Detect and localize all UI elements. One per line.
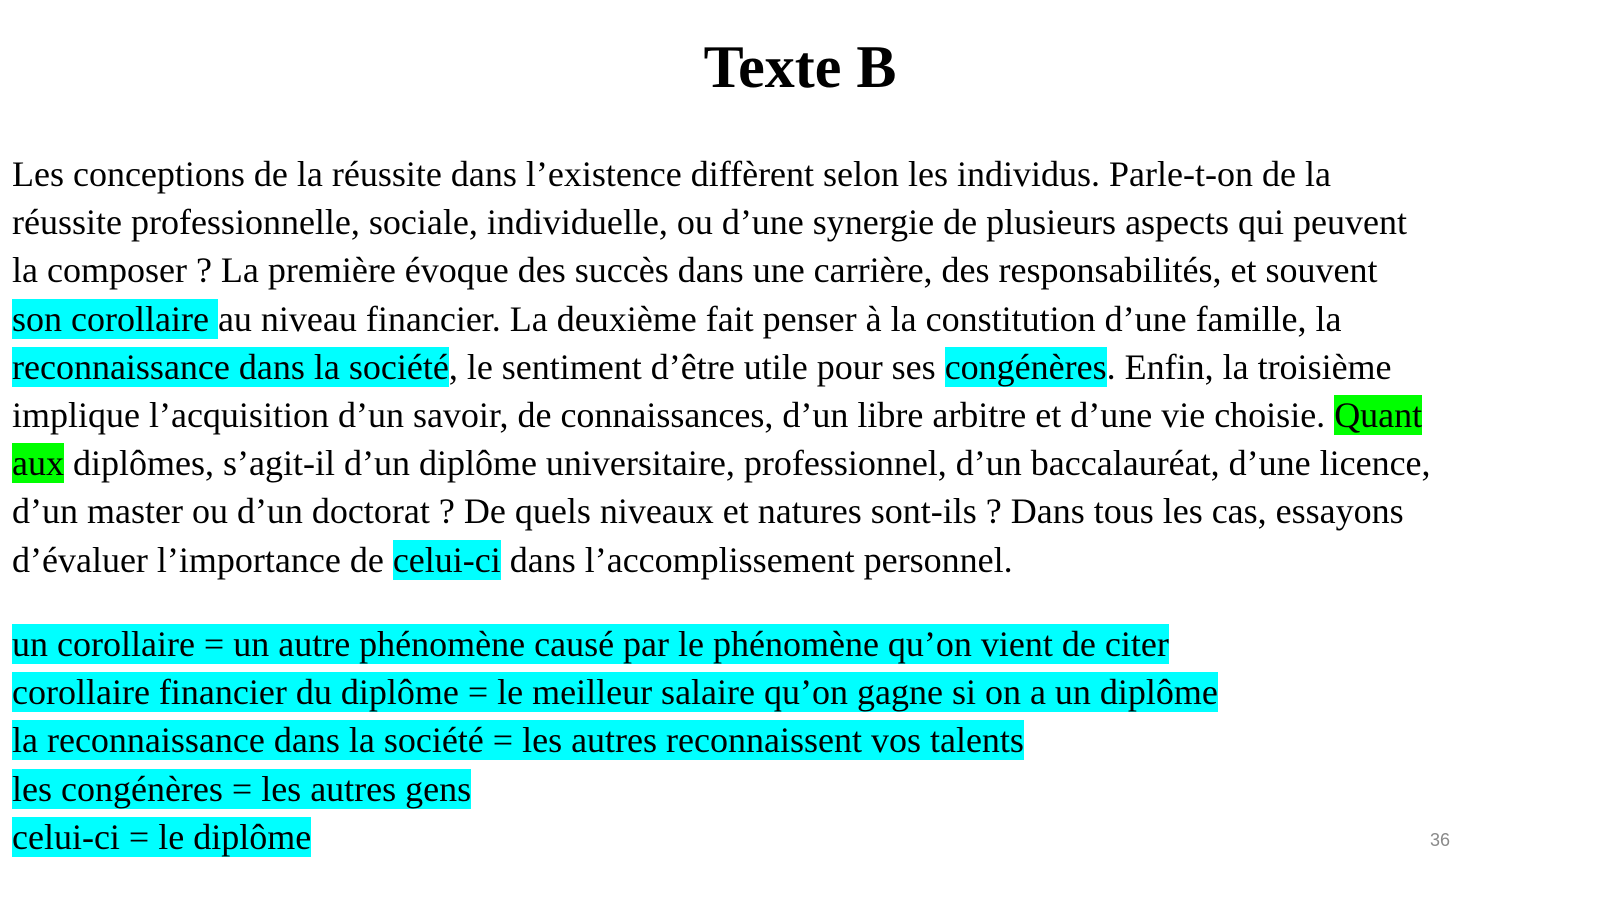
- slide-title: Texte B: [703, 34, 897, 100]
- paragraph-line: [12, 246, 1600, 294]
- glossary-text: la reconnaissance dans la société = les autres reconnaissent vos talents: [12, 720, 1024, 761]
- highlight-celui-ci: celui-ci: [392, 539, 501, 580]
- text-run: Les conceptions de la réussite dans l’existence diffèrent selon les individus. Parle-t-on de la: [12, 154, 1331, 194]
- text-run: dans l’accomplissement personnel.: [500, 539, 1013, 580]
- highlight-son-corollaire: son corollaire: [12, 298, 218, 339]
- glossary: [12, 620, 1512, 861]
- highlight-congeneres: congénères: [944, 346, 1107, 387]
- glossary-text: celui-ci = le diplôme: [12, 816, 312, 857]
- paragraph-line: [12, 198, 1600, 246]
- text-run: implique l’acquisition d’un savoir, de connaissances, d’un libre arbitre et d’une vie choisie.: [12, 394, 1335, 435]
- text-run: , le sentiment d’être utile pour ses: [448, 346, 945, 387]
- glossary-item: [12, 668, 1512, 716]
- text-run: diplômes, s’agit-il d’un diplôme universitaire, professionnel, d’un baccalauréat, d’une licence,: [63, 443, 1431, 484]
- text-run: . Enfin, la troisième: [1106, 346, 1392, 387]
- glossary-item: [12, 813, 1512, 861]
- text-run: au niveau financier. La deuxième fait penser à la constitution d’une famille, la: [217, 298, 1342, 339]
- glossary-text: un corollaire = un autre phénomène causé par le phénomène qu’on vient de citer: [12, 624, 1169, 664]
- glossary-item: [12, 620, 1512, 668]
- glossary-text: corollaire financier du diplôme = le meilleur salaire qu’on gagne si on a un diplôme: [12, 672, 1218, 713]
- paragraph-line: [12, 439, 1600, 487]
- highlight-aux: aux: [12, 443, 64, 484]
- text-run: d’un master ou d’un doctorat ? De quels niveaux et natures sont-ils ? Dans tous les cas, essayons: [12, 491, 1404, 532]
- paragraph-line: [12, 487, 1600, 535]
- paragraph-line: [12, 536, 1600, 584]
- glossary-item: [12, 716, 1512, 764]
- main-paragraph: [12, 150, 1600, 584]
- highlight-quant: Quant: [1334, 394, 1423, 435]
- text-run: réussite professionnelle, sociale, individuelle, ou d’une synergie de plusieurs aspects qui peuvent: [12, 202, 1407, 243]
- paragraph-line: [12, 343, 1600, 391]
- glossary-item: [12, 765, 1512, 813]
- glossary-text: les congénères = les autres gens: [12, 768, 472, 809]
- text-run: d’évaluer l’importance de: [12, 539, 393, 580]
- page-number: 36: [1429, 830, 1451, 850]
- paragraph-line: [12, 295, 1600, 343]
- highlight-reconnaissance: reconnaissance dans la société: [12, 346, 449, 387]
- paragraph-line: [12, 391, 1600, 439]
- text-run: la composer ? La première évoque des succès dans une carrière, des responsabilités, et souvent: [12, 250, 1378, 291]
- paragraph-line: [12, 150, 1600, 198]
